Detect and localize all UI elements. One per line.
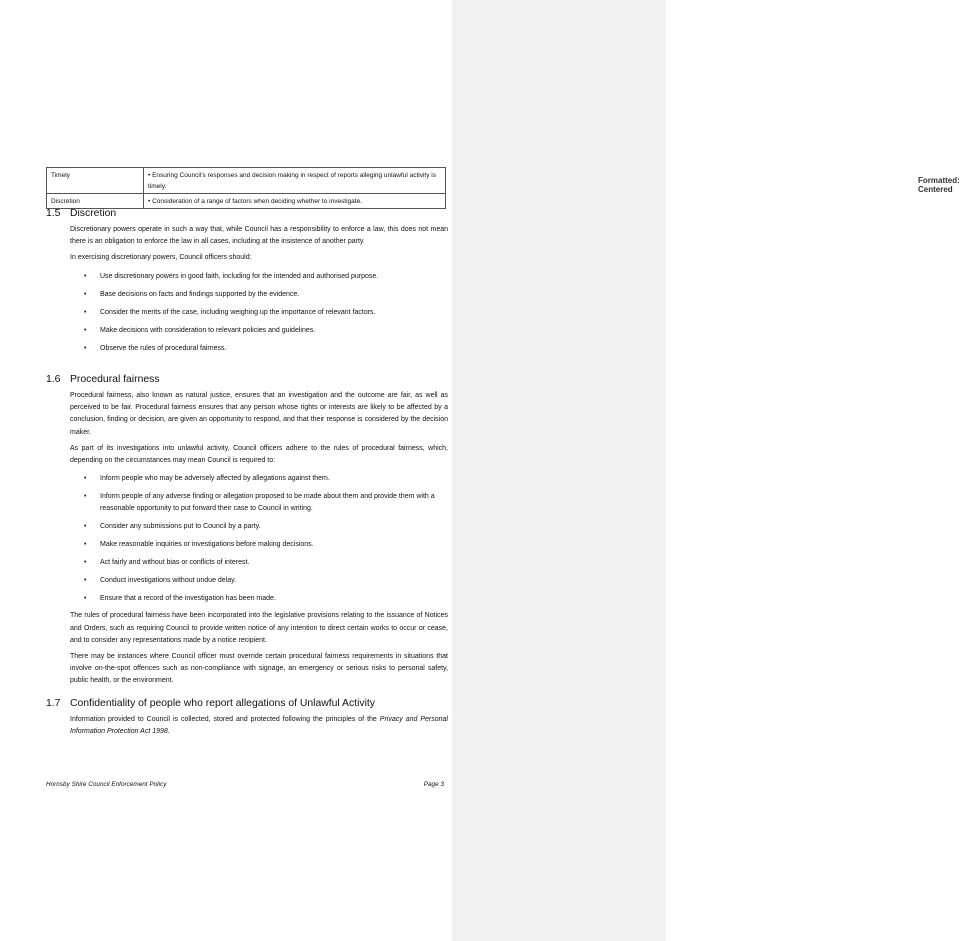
paragraph: In exercising discretionary powers, Council officers should: [70,254,252,262]
section-number: 1.6 [46,374,61,385]
paragraph: The rules of procedural fairness have been incorporated into the legislative provisions relating to the issuance of Notices and Orders, such as requiring Council to provide written notice of any intention to direct certain works to occur or cease, and to consider any representations made by a notice recipient. [70,612,448,644]
list-item: • Make reasonable inquiries or investigations before making decisions. [70,539,448,551]
list-item: • Use discretionary powers in good faith, including for the intended and authorised purpose. [70,271,448,283]
paragraph: As part of its investigations into unlawful activity, Council officers adhere to the rules of procedural fairness, which, depending on the circumstances may mean Council is required to: [70,444,448,465]
list-item: • Conduct investigations without undue delay. [70,575,448,587]
section-title: Discretion [70,208,117,219]
table-cell-description: • Ensuring Council’s responses and decision making in respect of reports alleging unlawful activity is timely. [144,168,446,194]
criteria-table [46,167,446,209]
list-item: • Consider any submissions put to Council by a party. [70,521,448,533]
paragraph: Discretionary powers operate in such a way that, while Council has a responsibility to enforce a law, this does not mean there is an obligation to enforce the law in all cases, including at the insistence of another party. [70,226,448,246]
list-item: • Inform people who may be adversely affected by allegations against them. [70,473,448,485]
section-procedural-fairness [46,373,448,688]
list-item: • Consider the merits of the case, including weighing up the importance of relevant factors. [70,307,448,319]
bullet-list [70,271,448,355]
list-item: • Ensure that a record of the investigation has been made. [70,593,448,605]
table-cell-term: Discretion [47,194,144,209]
format-comment[interactable]: Formatted: Centered [918,176,960,194]
paragraph: Procedural fairness, also known as natural justice, ensures that an investigation and the outcome are fair, as well as perceived to be fair. Procedural fairness ensures that any person whose rights or interests are likely to be affected by a conclusion, finding or decision, are given an opportunity to respond, and that their response is considered by the decision maker. [70,392,448,436]
table-cell-term: Timely [47,168,144,194]
paragraph: There may be instances where Council officer must override certain procedural fairness requirements in situations that involve on-the-spot offences such as non-compliance with signage, an emergency or serious risks to personal safety, public health, or the environment. [70,653,448,685]
table-cell-description: • Consideration of a range of factors when deciding whether to investigate. [144,194,446,209]
list-item: • Inform people of any adverse finding or allegation proposed to be made about them and provide them with a reasonable opportunity to put forward their case to Council in writing. [84,493,435,513]
comment-pane [452,0,960,941]
bullet-icon: • [84,326,87,334]
bullet-icon: • [84,344,87,352]
list-item: • Act fairly and without bias or conflicts of interest. [70,557,448,569]
footer-title: Hornsby Shire Council Enforcement Policy [46,781,167,788]
paragraph: Information provided to Council is collected, stored and protected following the principles of the Privacy and Personal Information Protection Act 1998. [70,716,448,736]
bullet-icon: • [84,308,87,316]
bullet-icon: • [84,595,87,603]
page-number: Page 3 [423,781,444,788]
bullet-icon: • [84,523,87,531]
section-title: Procedural fairness [70,374,160,385]
section-number: 1.7 [46,698,61,709]
section-number: 1.5 [46,208,61,219]
list-item: • Make decisions with consideration to relevant policies and guidelines. [70,325,448,337]
act-title: Privacy and Personal Information Protection Act 1998 [70,716,448,736]
list-item: • Observe the rules of procedural fairness. [70,343,448,355]
bullet-icon: • [84,577,87,585]
bullet-list [70,473,448,605]
bullet-icon: • [84,290,87,298]
bullet-icon: • [84,541,87,549]
section-title: Confidentiality of people who report allegations of Unlawful Activity [70,698,375,709]
table-row [47,168,446,194]
bullet-icon: • [84,272,87,280]
bullet-icon: • [84,475,87,483]
bullet-icon: • [84,559,87,567]
section-discretion [46,207,448,361]
document-page [0,0,452,941]
section-heading [46,697,448,711]
section-heading [46,373,448,387]
list-item: • Base decisions on facts and findings supported by the evidence. [70,289,448,301]
section-heading [46,207,448,221]
section-confidentiality [46,697,448,738]
bullet-icon: • [84,493,87,501]
